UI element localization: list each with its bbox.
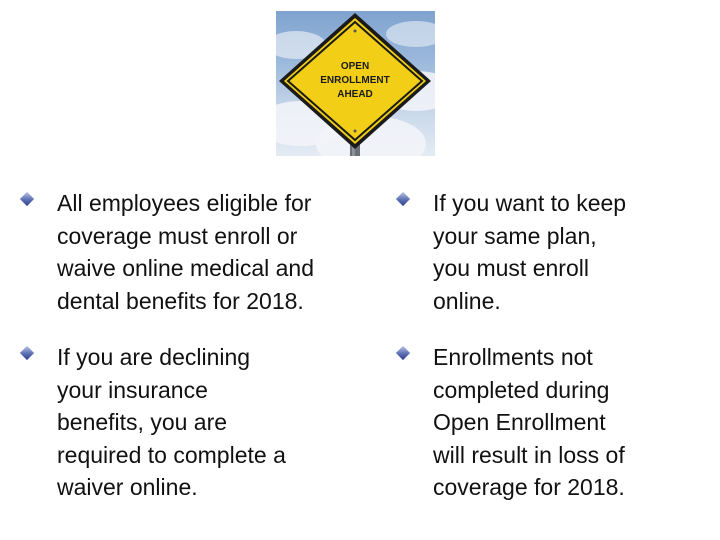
sign-line-1: OPEN (340, 61, 370, 72)
road-sign-icon (276, 11, 435, 156)
diamond-bullet-icon (20, 192, 34, 206)
diamond-bullet-icon (20, 346, 34, 360)
bullet-text: All employees eligible for coverage must enroll or waive online medical and dental benefits for 2018. (57, 190, 314, 314)
diamond-bullet-icon (396, 346, 410, 360)
open-enrollment-sign-image (276, 11, 435, 156)
bullet-text: If you are declining your insurance benefits, you are required to complete a waiver online. (57, 344, 286, 500)
sign-line-3: AHEAD (337, 89, 373, 100)
bullet-text: Enrollments not completed during Open Enrollment will result in loss of coverage for 2018. (433, 344, 625, 500)
bullet-text: If you want to keep your same plan, you must enroll online. (433, 190, 627, 314)
diamond-bullet-icon (396, 192, 410, 206)
sign-line-2: ENROLLMENT (320, 75, 390, 86)
